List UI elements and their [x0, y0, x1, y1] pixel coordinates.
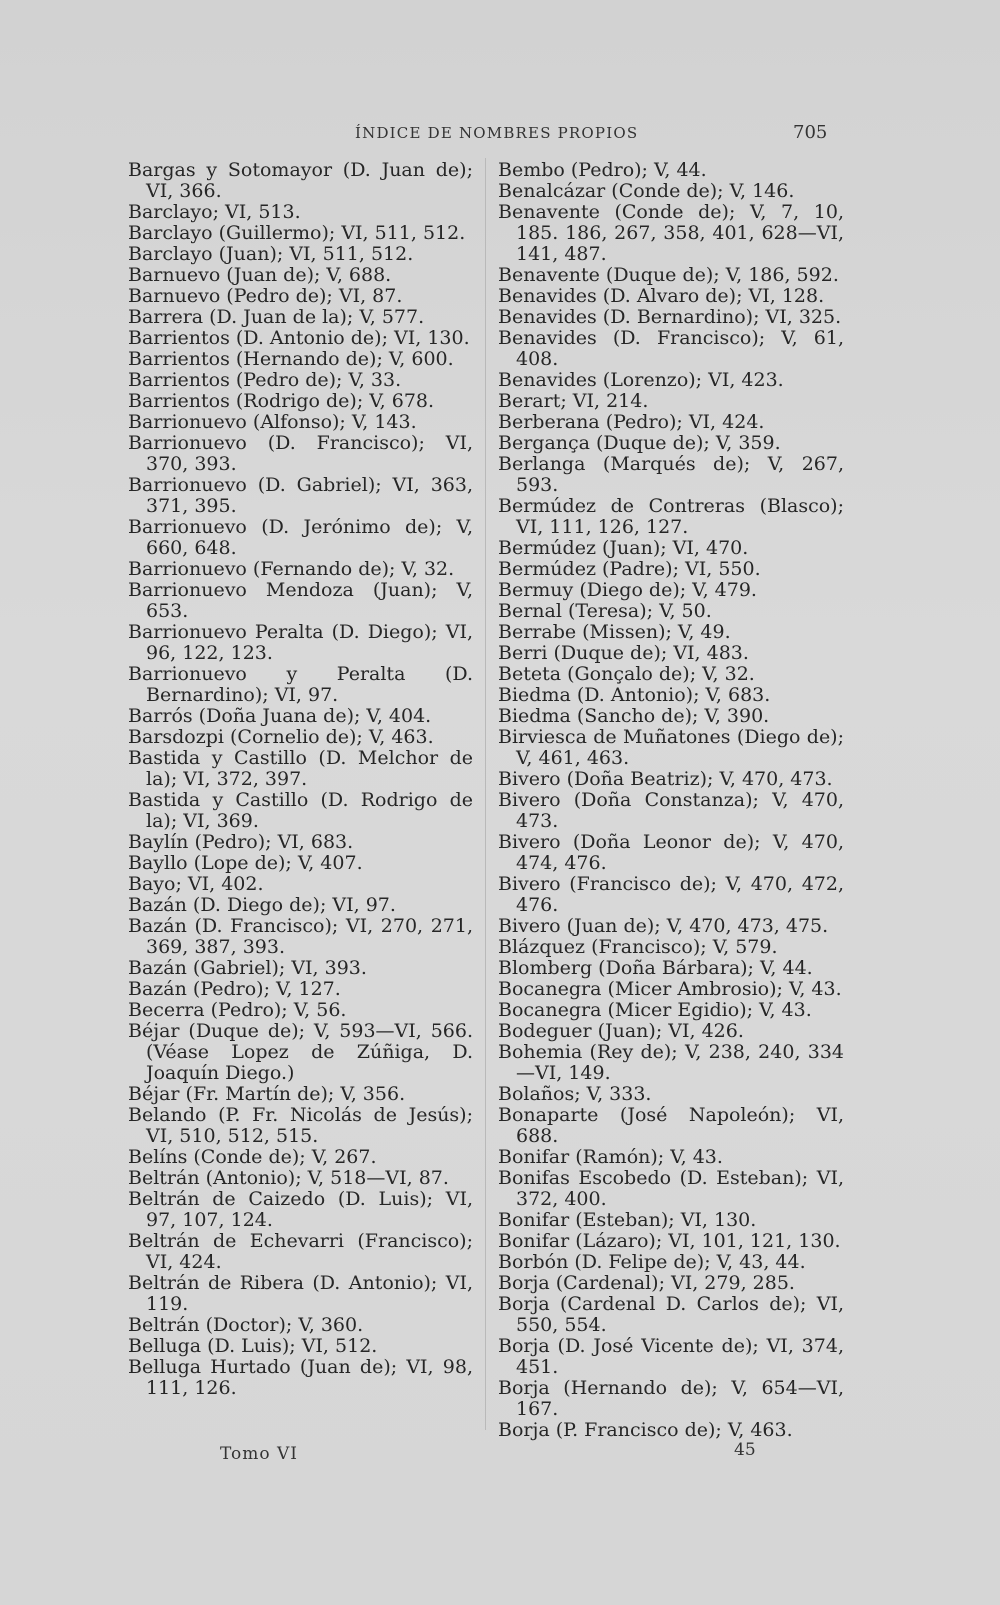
index-entry: Becerra (Pedro); V, 56. — [128, 999, 347, 1021]
index-entry: Bodeguer (Juan); VI, 426. — [498, 1020, 744, 1042]
index-entry: Barrionuevo Mendoza (Juan); V, 653. — [128, 579, 473, 622]
index-entry: Barrientos (Hernando de); V, 600. — [128, 348, 454, 370]
index-entry: Bermúdez (Juan); VI, 470. — [498, 537, 749, 559]
index-entry: Berri (Duque de); VI, 483. — [498, 642, 749, 664]
index-entry: Beltrán de Ribera (D. Antonio); VI, 119. — [128, 1272, 473, 1315]
index-entry: Barrionuevo y Peralta (D. Bernardino); VI, 97. — [128, 663, 473, 706]
index-entry: Blázquez (Francisco); V, 579. — [498, 936, 778, 958]
index-entry: Benavente (Duque de); V, 186, 592. — [498, 264, 839, 286]
index-entry: Borja (Cardenal D. Carlos de); VI, 550, 554. — [498, 1293, 844, 1336]
volume-label: Tomo VI — [220, 1444, 299, 1464]
index-entry: Barrionuevo (D. Gabriel); VI, 363, 371, 395. — [128, 474, 473, 517]
index-entry: Borja (Hernando de); V, 654—VI, 167. — [498, 1377, 844, 1420]
index-entry: Bastida y Castillo (D. Rodrigo de la); VI, 369. — [128, 789, 473, 832]
index-entry: Benavides (D. Francisco); V, 61, 408. — [498, 327, 844, 370]
index-entry: Barrionuevo (D. Jerónimo de); V, 660, 648. — [128, 516, 473, 559]
index-entry: Beteta (Gonçalo de); V, 32. — [498, 663, 755, 685]
index-entry: Bonifar (Esteban); VI, 130. — [498, 1209, 757, 1231]
index-entry: Bazán (D. Diego de); VI, 97. — [128, 894, 396, 916]
index-entry: Borja (P. Francisco de); V, 463. — [498, 1419, 793, 1441]
index-column-left — [128, 160, 473, 1399]
index-entry: Biedma (D. Antonio); V, 683. — [498, 684, 771, 706]
column-divider — [485, 158, 486, 1430]
index-entry: Bernal (Teresa); V, 50. — [498, 600, 712, 622]
index-entry: Bocanegra (Micer Ambrosio); V, 43. — [498, 978, 842, 1000]
index-entry: Bermúdez (Padre); VI, 550. — [498, 558, 761, 580]
index-entry: Berart; VI, 214. — [498, 390, 649, 412]
printer-signature: 45 — [734, 1440, 756, 1460]
index-entry: Belluga (D. Luis); VI, 512. — [128, 1335, 378, 1357]
index-entry: Barrionuevo (Alfonso); V, 143. — [128, 411, 417, 433]
index-entry: Barclayo (Guillermo); VI, 511, 512. — [128, 222, 466, 244]
index-entry: Benalcázar (Conde de); V, 146. — [498, 180, 795, 202]
index-entry: Benavides (D. Alvaro de); VI, 128. — [498, 285, 825, 307]
index-entry: Bivero (Doña Beatriz); V, 470, 473. — [498, 768, 833, 790]
index-entry: Barrionuevo (Fernando de); V, 32. — [128, 558, 455, 580]
index-entry: Barnuevo (Pedro de); VI, 87. — [128, 285, 403, 307]
index-entry: Birviesca de Muñatones (Diego de); V, 461, 463. — [498, 726, 844, 769]
index-entry: Bolaños; V, 333. — [498, 1083, 652, 1105]
index-entry: Borja (Cardenal); VI, 279, 285. — [498, 1272, 795, 1294]
index-entry: Barrionuevo (D. Francisco); VI, 370, 393. — [128, 432, 473, 475]
index-entry: Bivero (Juan de); V, 470, 473, 475. — [498, 915, 829, 937]
index-entry: Benavides (D. Bernardino); VI, 325. — [498, 306, 842, 328]
index-entry: Bonifas Escobedo (D. Esteban); VI, 372, 400. — [498, 1167, 844, 1210]
index-entry: Bergança (Duque de); V, 359. — [498, 432, 781, 454]
index-column-right — [498, 160, 844, 1441]
index-entry: Belíns (Conde de); V, 267. — [128, 1146, 377, 1168]
index-entry: Bonaparte (José Napoleón); VI, 688. — [498, 1104, 844, 1147]
index-entry: Beltrán (Antonio); V, 518—VI, 87. — [128, 1167, 449, 1189]
index-entry: Bazán (D. Francisco); VI, 270, 271, 369, 387, 393. — [128, 915, 473, 958]
index-entry: Barnuevo (Juan de); V, 688. — [128, 264, 392, 286]
index-entry: Béjar (Duque de); V, 593—VI, 566. (Véase Lopez de Zúñiga, D. Joaquín Diego.) — [128, 1020, 473, 1084]
index-entry: Berberana (Pedro); VI, 424. — [498, 411, 765, 433]
index-entry: Bonifar (Lázaro); VI, 101, 121, 130. — [498, 1230, 841, 1252]
index-entry: Bohemia (Rey de); V, 238, 240, 334 —VI, 149. — [498, 1041, 844, 1084]
index-entry: Benavides (Lorenzo); VI, 423. — [498, 369, 784, 391]
index-entry: Bivero (Doña Leonor de); V, 470, 474, 476. — [498, 831, 844, 874]
index-entry: Blomberg (Doña Bárbara); V, 44. — [498, 957, 813, 979]
page-number: 705 — [793, 122, 828, 143]
index-entry: Belluga Hurtado (Juan de); VI, 98, 111, 126. — [128, 1356, 473, 1399]
index-entry: Beltrán de Caizedo (D. Luis); VI, 97, 107, 124. — [128, 1188, 473, 1231]
index-entry: Bonifar (Ramón); V, 43. — [498, 1146, 723, 1168]
index-entry: Barrientos (D. Antonio de); VI, 130. — [128, 327, 470, 349]
index-entry: Bazán (Pedro); V, 127. — [128, 978, 341, 1000]
index-entry: Bivero (Francisco de); V, 470, 472, 476. — [498, 873, 844, 916]
index-entry: Borja (D. José Vicente de); VI, 374, 451. — [498, 1335, 844, 1378]
index-entry: Berrabe (Missen); V, 49. — [498, 621, 731, 643]
index-entry: Barclayo (Juan); VI, 511, 512. — [128, 243, 414, 265]
index-entry: Belando (P. Fr. Nicolás de Jesús); VI, 510, 512, 515. — [128, 1104, 473, 1147]
index-entry: Bayo; VI, 402. — [128, 873, 264, 895]
index-entry: Borbón (D. Felipe de); V, 43, 44. — [498, 1251, 806, 1273]
index-entry: Beltrán de Echevarri (Francisco); VI, 424. — [128, 1230, 473, 1273]
index-entry: Benavente (Conde de); V, 7, 10, 185. 186, 267, 358, 401, 628—VI, 141, 487. — [498, 201, 844, 265]
index-entry: Bermúdez de Contreras (Blasco); VI, 111, 126, 127. — [498, 495, 844, 538]
index-entry: Bocanegra (Micer Egidio); V, 43. — [498, 999, 812, 1021]
index-entry: Berlanga (Marqués de); V, 267, 593. — [498, 453, 844, 496]
index-entry: Bastida y Castillo (D. Melchor de la); VI, 372, 397. — [128, 747, 473, 790]
index-entry: Barrós (Doña Juana de); V, 404. — [128, 705, 432, 727]
index-entry: Bazán (Gabriel); VI, 393. — [128, 957, 367, 979]
index-entry: Bembo (Pedro); V, 44. — [498, 159, 707, 181]
index-entry: Barrientos (Pedro de); V, 33. — [128, 369, 402, 391]
index-entry: Bargas y Sotomayor (D. Juan de); VI, 366. — [128, 159, 473, 202]
index-entry: Barrera (D. Juan de la); V, 577. — [128, 306, 425, 328]
index-entry: Bayllo (Lope de); V, 407. — [128, 852, 363, 874]
index-entry: Biedma (Sancho de); V, 390. — [498, 705, 770, 727]
index-entry: Beltrán (Doctor); V, 360. — [128, 1314, 364, 1336]
index-entry: Barrionuevo Peralta (D. Diego); VI, 96, 122, 123. — [128, 621, 473, 664]
index-entry: Barclayo; VI, 513. — [128, 201, 301, 223]
index-entry: Bermuy (Diego de); V, 479. — [498, 579, 757, 601]
index-entry: Bivero (Doña Constanza); V, 470, 473. — [498, 789, 844, 832]
index-entry: Barrientos (Rodrigo de); V, 678. — [128, 390, 435, 412]
index-entry: Baylín (Pedro); VI, 683. — [128, 831, 354, 853]
running-head: ÍNDICE DE NOMBRES PROPIOS — [355, 124, 639, 142]
index-entry: Béjar (Fr. Martín de); V, 356. — [128, 1083, 406, 1105]
index-entry: Barsdozpi (Cornelio de); V, 463. — [128, 726, 434, 748]
